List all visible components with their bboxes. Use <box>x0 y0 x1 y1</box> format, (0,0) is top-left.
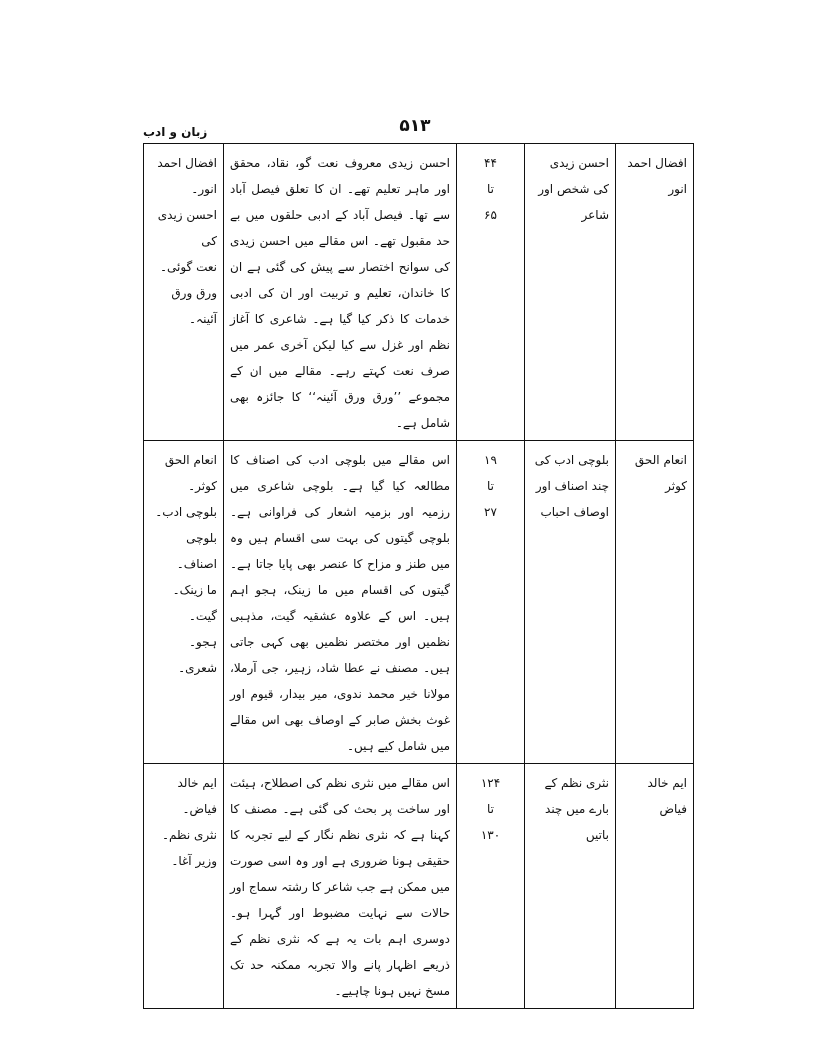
keyword: بلوچی ادب۔ <box>155 505 217 519</box>
keyword: افضال احمد انور۔ <box>157 156 217 196</box>
keyword: نثری نظم۔ <box>162 828 217 842</box>
table-row <box>144 441 694 764</box>
keyword: ورق ورق آئینہ۔ <box>171 286 217 326</box>
author-cell: انعام الحق کوثر <box>616 441 694 764</box>
keywords-cell <box>144 144 224 441</box>
page-number: ۵۱۳ <box>399 116 431 136</box>
page-end: ۱۳۰ <box>480 828 501 842</box>
pages-cell <box>457 441 525 764</box>
page-start: ۱۹ <box>484 453 497 467</box>
table-row <box>144 144 694 441</box>
pages-cell <box>457 144 525 441</box>
abstract-cell: احسن زیدی معروف نعت گو، نقاد، محقق اور ماہر تعلیم تھے۔ ان کا تعلق فیصل آباد سے تھا۔ فیصل آباد کے ادبی حلقوں میں بے حد مقبول تھے۔ اس مقالے میں احسن زیدی کی سوانح اختصار سے پیش کی گئی ہے ان کا خاندان، تعلیم و تربیت اور ان کی ادبی خدمات کا ذکر کیا گیا ہے۔ شاعری کا آغاز نظم اور غزل سے کیا لیکن آخری عمر میں صرف نعت کہتے رہے۔ مقالے میں ان کے مجموعے ’’ورق ورق آئینہ‘‘ کا جائزہ بھی شامل ہے۔ <box>224 144 457 441</box>
keyword: احسن زیدی کی <box>157 208 217 248</box>
author-cell: افضال احمد انور <box>616 144 694 441</box>
keywords-cell <box>144 441 224 764</box>
keyword: ما زینک۔ گیت۔ <box>172 583 217 623</box>
abstract-cell: اس مقالے میں نثری نظم کی اصطلاح، ہیئت اور ساخت پر بحث کی گئی ہے۔ مصنف کا کہنا ہے کہ نثری نظم نگار کے لیے تجربہ کا حقیقی ہونا ضروری ہے اور وہ اسی صورت میں ممکن ہے جب شاعر کا رشتہ سماج اور حالات سے نہایت مضبوط اور گہرا ہو۔ دوسری اہم بات یہ ہے کہ نثری نظم کے ذریعے اظہار پانے والا تجربہ ممکنہ حد تک مسخ نہیں ہونا چاہیے۔ <box>224 764 457 1009</box>
page-start: ۱۲۴ <box>480 776 501 790</box>
journal-running-head: زبان و ادب <box>143 125 208 139</box>
keyword: نعت گوئی۔ <box>159 260 217 274</box>
page-end: ۶۵ <box>484 208 497 222</box>
keywords-cell <box>144 764 224 1009</box>
author-cell: ایم خالد فیاض <box>616 764 694 1009</box>
page-range-word: تا <box>487 802 494 816</box>
pages-cell <box>457 764 525 1009</box>
index-table <box>143 143 694 1009</box>
page-range-word: تا <box>487 182 494 196</box>
title-cell: نثری نظم کے بارے میں چند باتیں <box>525 764 616 1009</box>
page-start: ۴۴ <box>484 156 497 170</box>
title-cell: احسن زیدی کی شخص اور شاعر <box>525 144 616 441</box>
keyword: انعام الحق کوثر۔ <box>164 453 217 493</box>
table-row <box>144 764 694 1009</box>
page-range-word: تا <box>487 479 494 493</box>
keyword: ہجو۔ شعری۔ <box>178 635 217 675</box>
keyword: ایم خالد فیاض۔ <box>177 776 217 816</box>
page-end: ۲۷ <box>484 505 497 519</box>
abstract-cell: اس مقالے میں بلوچی ادب کی اصناف کا مطالعہ کیا گیا ہے۔ بلوچی شاعری میں رزمیہ اور بزمیہ اشعار کی فراوانی ہے۔ بلوچی گیتوں کی بہت سی اقسام ہیں وہ میں طنز و مزاح کا عنصر بھی پایا جاتا ہے۔ گیتوں کی اقسام میں ما زینک، ہجو اہم ہیں۔ اس کے علاوہ عشقیہ گیت، مذہبی نظمیں اور مختصر نظمیں بھی کہی جاتی ہیں۔ مصنف نے عطا شاد، زہیر، جی آرملا، مولانا خیر محمد ندوی، میر بیدار، قیوم اور غوث بخش صابر کے اوصاف بھی اس مقالے میں شامل کیے ہیں۔ <box>224 441 457 764</box>
keyword: وزیر آغا۔ <box>171 854 217 868</box>
keyword: بلوچی اصناف۔ <box>176 531 217 571</box>
title-cell: بلوچی ادب کی چند اصناف اور اوصاف احباب <box>525 441 616 764</box>
